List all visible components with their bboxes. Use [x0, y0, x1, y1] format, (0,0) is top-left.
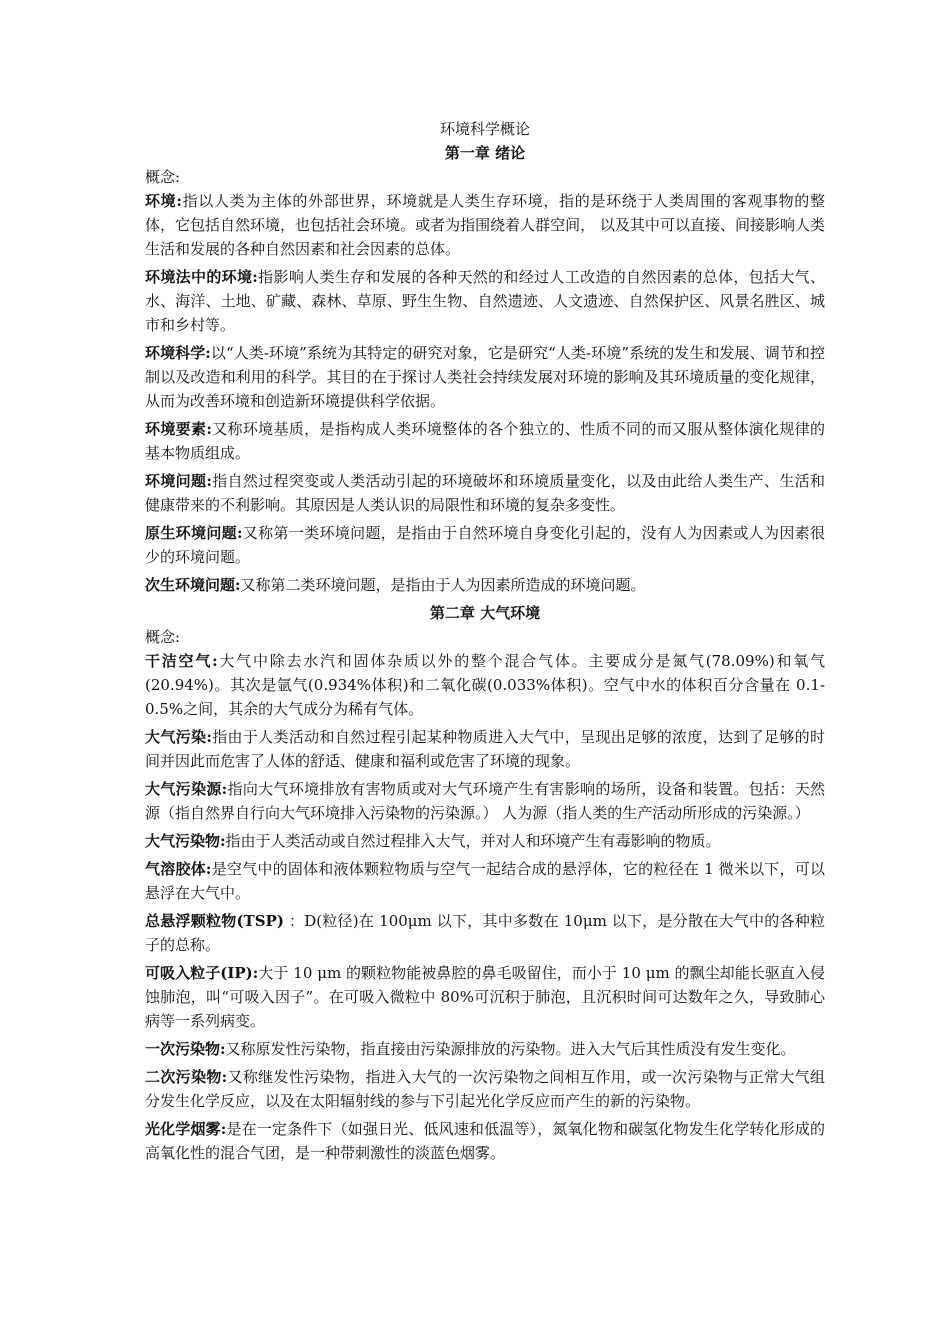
- definition-term: 可吸入粒子(IP):: [145, 964, 259, 982]
- definition-text: 指自然过程突变或人类活动引起的环境破坏和环境质量变化，以及由此给人类生产、生活和健康带来的不利影响。其原因是人类认识的局限性和环境的复杂多变性。: [145, 472, 825, 514]
- definition-text: 指由于人类活动和自然过程引起某种物质进入大气中，呈现出足够的浓度，达到了足够的时间并因此而危害了人体的舒适、健康和福利或危害了环境的现象。: [145, 728, 825, 770]
- definition-entry: [145, 725, 825, 773]
- definition-entry: [145, 961, 825, 1033]
- definition-term: 次生环境问题:: [145, 576, 241, 594]
- definition-text: 又称环境基质，是指构成人类环境整体的各个独立的、性质不同的而又服从整体演化规律的基本物质组成。: [145, 420, 825, 462]
- definition-text: 指向大气环境排放有害物质或对大气环境产生有害影响的场所，设备和装置。包括：天然源（指自然界自行向大气环境排入污染物的污染源。） 人为源（指人类的生产活动所形成的污染源。）: [145, 780, 825, 822]
- definition-text: 指以人类为主体的外部世界，环境就是人类生存环境，指的是环绕于人类周围的客观事物的整体，它包括自然环境，也包括社会环境。或者为指围绕着人群空间， 以及其中可以直接、间接影响人类生活和发展的各种自然因素和社会因素的总体。: [145, 192, 825, 258]
- definition-entry: [145, 829, 825, 853]
- definition-entry: [145, 341, 825, 413]
- definition-term: 一次污染物:: [145, 1040, 226, 1058]
- chapter-1-concept-label: 概念:: [145, 168, 181, 186]
- document-body: [145, 117, 825, 1169]
- definition-term: 环境法中的环境:: [145, 268, 258, 286]
- definition-entry: [145, 521, 825, 569]
- definition-entry: [145, 857, 825, 905]
- definition-term: 大气污染源:: [145, 780, 228, 798]
- definition-text: 指由于人类活动或自然过程排入大气，并对人和环境产生有毒影响的物质。: [225, 832, 721, 850]
- definition-entry: [145, 573, 825, 597]
- definition-text: 指影响人类生存和发展的各种天然的和经过人工改造的自然因素的总体，包括大气、水、海洋、土地、矿藏、森林、草原、野生生物、自然遗迹、人文遗迹、自然保护区、风景名胜区、城市和乡村等。: [145, 268, 825, 334]
- definition-term: 干洁空气:: [145, 652, 218, 670]
- definition-text: 大气中除去水汽和固体杂质以外的整个混合气体。主要成分是氮气(78.09%)和氧气(20.94%)。其次是氩气(0.934%体积)和二氧化碳(0.033%体积)。空气中水的体积百分含量在 0.1-0.5%之间，其余的大气成分为稀有气体。: [145, 652, 825, 718]
- definition-entry: [145, 649, 825, 721]
- chapter-1-entries: [145, 189, 825, 597]
- chapter-2-entries: [145, 649, 825, 1165]
- definition-text: ：D(粒径)在 100μm 以下，其中多数在 10μm 以下，是分散在大气中的各种粒子的总称。: [145, 912, 825, 954]
- definition-text: 是空气中的固体和液体颗粒物质与空气一起结合成的悬浮体，它的粒径在 1 微米以下，可以悬浮在大气中。: [145, 860, 825, 902]
- definition-term: 总悬浮颗粒物(TSP): [145, 912, 284, 930]
- definition-entry: [145, 1065, 825, 1113]
- definition-term: 大气污染物:: [145, 832, 226, 850]
- chapter-1-heading: 第一章 绪论: [444, 144, 526, 162]
- chapter-2-heading: 第二章 大气环境: [429, 604, 541, 622]
- definition-term: 光化学烟雾:: [145, 1120, 227, 1138]
- definition-entry: [145, 1117, 825, 1165]
- chapter-1-section: [145, 141, 825, 597]
- definition-text: 又称原发性污染物，指直接由污染源排放的污染物。进入大气后其性质没有发生变化。: [225, 1040, 796, 1058]
- definition-term: 气溶胶体:: [145, 860, 212, 878]
- definition-text: 又称继发性污染物，指进入大气的一次污染物之间相互作用，或一次污染物与正常大气组分发生化学反应，以及在太阳辐射线的参与下引起光化学反应而产生的新的污染物。: [145, 1068, 825, 1110]
- definition-entry: [145, 189, 825, 261]
- definition-entry: [145, 265, 825, 337]
- definition-text: 以“人类-环境”系统为其特定的研究对象，它是研究“人类-环境”系统的发生和发展、调节和控制以及改造和利用的科学。其目的在于探讨人类社会持续发展对环境的影响及其环境质量的变化规律，从而为改善环境和创造新环境提供科学依据。: [145, 344, 825, 410]
- definition-term: 环境要素:: [145, 420, 212, 438]
- definition-term: 环境:: [145, 192, 182, 210]
- definition-entry: [145, 417, 825, 465]
- definition-entry: [145, 909, 825, 957]
- definition-term: 环境问题:: [145, 472, 212, 490]
- definition-text: 是在一定条件下（如强日光、低风速和低温等），氮氧化物和碳氢化物发生化学转化形成的高氧化性的混合气团，是一种带刺激性的淡蓝色烟雾。: [145, 1120, 825, 1162]
- chapter-2-section: [145, 601, 825, 1165]
- definition-term: 二次污染物:: [145, 1068, 228, 1086]
- definition-entry: [145, 469, 825, 517]
- definition-term: 环境科学:: [145, 344, 211, 362]
- definition-entry: [145, 1037, 825, 1061]
- definition-text: 又称第二类环境问题，是指由于人为因素所造成的环境问题。: [240, 576, 646, 594]
- definition-term: 大气污染:: [145, 728, 212, 746]
- definition-term: 原生环境问题:: [145, 524, 243, 542]
- document-title: 环境科学概论: [439, 120, 530, 138]
- definition-text: 大于 10 μm 的颗粒物能被鼻腔的鼻毛吸留住，而小于 10 μm 的飘尘却能长驱直入侵蚀肺泡，叫“可吸入因子”。在可吸入微粒中 80%可沉积于肺泡，且沉积时间可达数年之久，导致肺心病等一系列病变。: [145, 964, 826, 1030]
- chapter-2-concept-label: 概念:: [145, 628, 181, 646]
- definition-entry: [145, 777, 825, 825]
- definition-text: 又称第一类环境问题，是指由于自然环境自身变化引起的，没有人为因素或人为因素很少的环境问题。: [145, 524, 825, 566]
